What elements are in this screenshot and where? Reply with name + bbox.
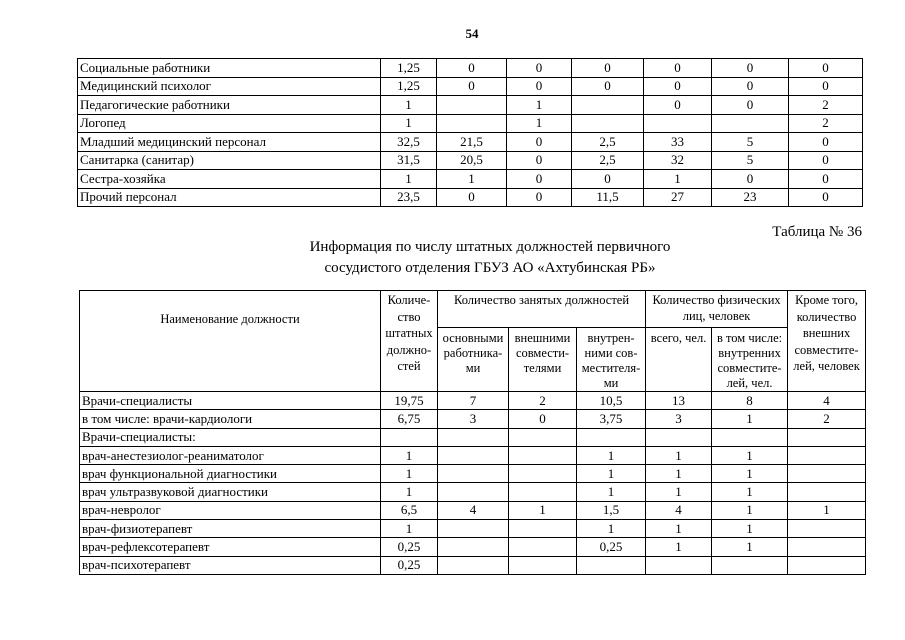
table-row: [80, 538, 866, 556]
value-cell: 0: [572, 77, 644, 96]
value-cell: [788, 520, 866, 538]
value-cell: [712, 114, 789, 133]
value-cell: 1,25: [381, 59, 437, 78]
header-persons-group: [646, 291, 788, 328]
value-cell: [788, 556, 866, 574]
value-cell: 0: [437, 59, 507, 78]
value-cell: 0: [712, 59, 789, 78]
value-cell: 1: [577, 446, 646, 464]
value-cell: 1: [577, 520, 646, 538]
table-row: [80, 520, 866, 538]
value-cell: 1: [788, 501, 866, 519]
value-cell: 19,75: [381, 392, 438, 410]
value-cell: 1: [381, 170, 437, 189]
table-row: [80, 428, 866, 446]
staffing-table-continued: [77, 58, 863, 207]
header-staff-positions: [381, 291, 438, 392]
value-cell: 20,5: [437, 151, 507, 170]
value-cell: 1: [381, 483, 438, 501]
value-cell: 0: [437, 77, 507, 96]
table-row: [78, 133, 863, 152]
value-cell: 27: [644, 188, 712, 207]
position-name-cell: врач-психотерапевт: [80, 556, 381, 574]
value-cell: 23: [712, 188, 789, 207]
value-cell: 3: [646, 410, 712, 428]
position-name-cell: Прочий персонал: [78, 188, 381, 207]
header-line: совместите-: [794, 342, 859, 357]
value-cell: 4: [646, 501, 712, 519]
table-row: [78, 114, 863, 133]
value-cell: [381, 428, 438, 446]
header-line: ми: [603, 376, 619, 390]
header-line: должно-: [386, 342, 432, 357]
value-cell: [438, 446, 509, 464]
header-occupied-external: [509, 328, 577, 392]
value-cell: [712, 556, 788, 574]
value-cell: 13: [646, 392, 712, 410]
header-occupied-internal: [577, 328, 646, 392]
value-cell: 0,25: [577, 538, 646, 556]
position-name-cell: Санитарка (санитар): [78, 151, 381, 170]
value-cell: 2: [509, 392, 577, 410]
value-cell: 1: [509, 501, 577, 519]
value-cell: 1: [712, 501, 788, 519]
value-cell: 11,5: [572, 188, 644, 207]
value-cell: [438, 483, 509, 501]
position-name-cell: Логопед: [78, 114, 381, 133]
header-persons-total: [646, 328, 712, 392]
value-cell: 0: [789, 133, 863, 152]
header-line: Количе-: [387, 293, 431, 307]
header-line: внутрен-: [587, 331, 635, 345]
table-body: [80, 392, 866, 575]
value-cell: 2: [789, 114, 863, 133]
value-cell: 3,75: [577, 410, 646, 428]
value-cell: 1,25: [381, 77, 437, 96]
value-cell: [437, 114, 507, 133]
value-cell: 1: [381, 520, 438, 538]
value-cell: 1: [507, 114, 572, 133]
value-cell: [509, 483, 577, 501]
value-cell: 10,5: [577, 392, 646, 410]
value-cell: 5: [712, 133, 789, 152]
value-cell: 3: [438, 410, 509, 428]
value-cell: 1: [712, 520, 788, 538]
position-name-cell: врач-физиотерапевт: [80, 520, 381, 538]
header-line: лей, человек: [793, 359, 860, 373]
value-cell: 0,25: [381, 538, 438, 556]
value-cell: 1: [381, 96, 437, 115]
value-cell: [509, 538, 577, 556]
value-cell: 1: [646, 465, 712, 483]
position-name-cell: врач ультразвуковой диагностики: [80, 483, 381, 501]
position-name-cell: Социальные работники: [78, 59, 381, 78]
header-line: внутренних: [718, 346, 781, 360]
value-cell: 0: [789, 77, 863, 96]
value-cell: [712, 428, 788, 446]
value-cell: 1: [646, 538, 712, 556]
value-cell: 0: [789, 188, 863, 207]
header-position-name: [80, 291, 381, 392]
table-title: [240, 237, 740, 279]
value-cell: [788, 428, 866, 446]
value-cell: 1: [437, 170, 507, 189]
table-row: [80, 410, 866, 428]
value-cell: 1: [712, 410, 788, 428]
position-name-cell: врач-рефлексотерапевт: [80, 538, 381, 556]
header-line: Количество занятых должностей: [453, 293, 630, 307]
header-line: в том числе:: [716, 331, 783, 345]
value-cell: 1: [577, 465, 646, 483]
value-cell: 8: [712, 392, 788, 410]
value-cell: 0: [507, 133, 572, 152]
value-cell: [509, 428, 577, 446]
header-line: всего, чел.: [650, 331, 707, 345]
table-row: [80, 446, 866, 464]
value-cell: 0: [789, 151, 863, 170]
value-cell: 0: [437, 188, 507, 207]
value-cell: 0: [712, 170, 789, 189]
value-cell: 2: [788, 410, 866, 428]
value-cell: 31,5: [381, 151, 437, 170]
value-cell: 0: [572, 59, 644, 78]
value-cell: 1: [712, 483, 788, 501]
header-line: внешними: [514, 331, 571, 345]
header-line: штатных: [385, 326, 433, 340]
value-cell: [509, 520, 577, 538]
value-cell: [572, 96, 644, 115]
value-cell: [438, 538, 509, 556]
table-row: [78, 151, 863, 170]
header-line: местителя-: [581, 361, 641, 375]
value-cell: 0: [712, 96, 789, 115]
value-cell: [509, 446, 577, 464]
table-number-label: Таблица № 36: [772, 224, 862, 240]
value-cell: [509, 465, 577, 483]
position-name-cell: Педагогические работники: [78, 96, 381, 115]
header-occupied-main: [438, 328, 509, 392]
value-cell: 33: [644, 133, 712, 152]
value-cell: 1: [646, 520, 712, 538]
value-cell: 0: [507, 77, 572, 96]
value-cell: 1: [644, 170, 712, 189]
value-cell: 21,5: [437, 133, 507, 152]
table-row: [78, 188, 863, 207]
header-line: совместите-: [717, 361, 782, 375]
value-cell: [438, 428, 509, 446]
table-row: [78, 59, 863, 78]
header-row: [80, 291, 866, 328]
value-cell: 23,5: [381, 188, 437, 207]
value-cell: [572, 114, 644, 133]
value-cell: 1: [646, 446, 712, 464]
value-cell: 1: [381, 446, 438, 464]
value-cell: 1: [646, 483, 712, 501]
table-header: [80, 291, 866, 392]
header-line: количество: [796, 309, 857, 324]
value-cell: 6,75: [381, 410, 438, 428]
position-name-cell: врач-невролог: [80, 501, 381, 519]
header-line: работника-: [443, 346, 503, 360]
position-name-cell: Врачи-специалисты: [80, 392, 381, 410]
value-cell: [509, 556, 577, 574]
header-line: Кроме того,: [795, 293, 858, 307]
value-cell: 1: [381, 465, 438, 483]
value-cell: 2,5: [572, 133, 644, 152]
value-cell: 0: [789, 59, 863, 78]
header-line: лей, чел.: [726, 376, 773, 390]
position-name-cell: Сестра-хозяйка: [78, 170, 381, 189]
header-occupied-group: [438, 291, 646, 328]
value-cell: 0,25: [381, 556, 438, 574]
header-line: лиц, человек: [682, 309, 751, 323]
value-cell: [577, 428, 646, 446]
position-name-cell: Врачи-специалисты:: [80, 428, 381, 446]
value-cell: [438, 520, 509, 538]
header-line: телями: [523, 361, 562, 375]
header-line: совмести-: [515, 346, 570, 360]
table-row: [80, 501, 866, 519]
value-cell: [438, 465, 509, 483]
value-cell: [577, 556, 646, 574]
value-cell: 0: [507, 151, 572, 170]
value-cell: 7: [438, 392, 509, 410]
table-row: [80, 483, 866, 501]
header-line: основными: [442, 331, 504, 345]
value-cell: 1,5: [577, 501, 646, 519]
position-name-cell: врач-анестезиолог-реаниматолог: [80, 446, 381, 464]
value-cell: 1: [381, 114, 437, 133]
value-cell: 1: [507, 96, 572, 115]
table-row: [80, 392, 866, 410]
title-line: Информация по числу штатных должностей первичного: [309, 239, 671, 255]
value-cell: 32,5: [381, 133, 437, 152]
value-cell: 0: [789, 170, 863, 189]
table-row: [80, 465, 866, 483]
page-number: 54: [465, 26, 479, 41]
header-persons-internal: [712, 328, 788, 392]
value-cell: 0: [572, 170, 644, 189]
table-row: [78, 96, 863, 115]
position-name-cell: Медицинский психолог: [78, 77, 381, 96]
value-cell: 0: [507, 188, 572, 207]
value-cell: [437, 96, 507, 115]
value-cell: 0: [509, 410, 577, 428]
position-name-cell: врач функциональной диагностики: [80, 465, 381, 483]
value-cell: 1: [712, 465, 788, 483]
header-line: ними сов-: [584, 346, 638, 360]
value-cell: 0: [507, 170, 572, 189]
position-name-cell: в том числе: врачи-кардиологи: [80, 410, 381, 428]
value-cell: 1: [577, 483, 646, 501]
value-cell: 1: [712, 446, 788, 464]
value-cell: [788, 538, 866, 556]
value-cell: 0: [644, 77, 712, 96]
value-cell: [788, 446, 866, 464]
value-cell: 5: [712, 151, 789, 170]
position-name-cell: Младший медицинский персонал: [78, 133, 381, 152]
value-cell: 2,5: [572, 151, 644, 170]
table-body: [78, 59, 863, 207]
table-row: [78, 170, 863, 189]
table-row: [80, 556, 866, 574]
value-cell: 2: [789, 96, 863, 115]
value-cell: 0: [644, 59, 712, 78]
header-line: стей: [397, 359, 421, 373]
value-cell: 0: [712, 77, 789, 96]
header-line: Наименование должности: [160, 312, 300, 326]
value-cell: 0: [644, 96, 712, 115]
header-external-extra: [788, 291, 866, 392]
value-cell: [788, 465, 866, 483]
value-cell: 4: [788, 392, 866, 410]
table-row: [78, 77, 863, 96]
value-cell: 32: [644, 151, 712, 170]
value-cell: [644, 114, 712, 133]
value-cell: [646, 556, 712, 574]
value-cell: [788, 483, 866, 501]
staffing-table-36: [79, 290, 866, 575]
value-cell: 1: [712, 538, 788, 556]
value-cell: 6,5: [381, 501, 438, 519]
header-line: ство: [397, 309, 421, 324]
value-cell: [646, 428, 712, 446]
value-cell: 4: [438, 501, 509, 519]
header-line: внешних: [802, 326, 851, 340]
header-line: ми: [465, 361, 481, 375]
title-line: сосудистого отделения ГБУЗ АО «Ахтубинская РБ»: [324, 260, 656, 276]
value-cell: 0: [507, 59, 572, 78]
header-line: Количество физических: [652, 293, 781, 307]
value-cell: [438, 556, 509, 574]
